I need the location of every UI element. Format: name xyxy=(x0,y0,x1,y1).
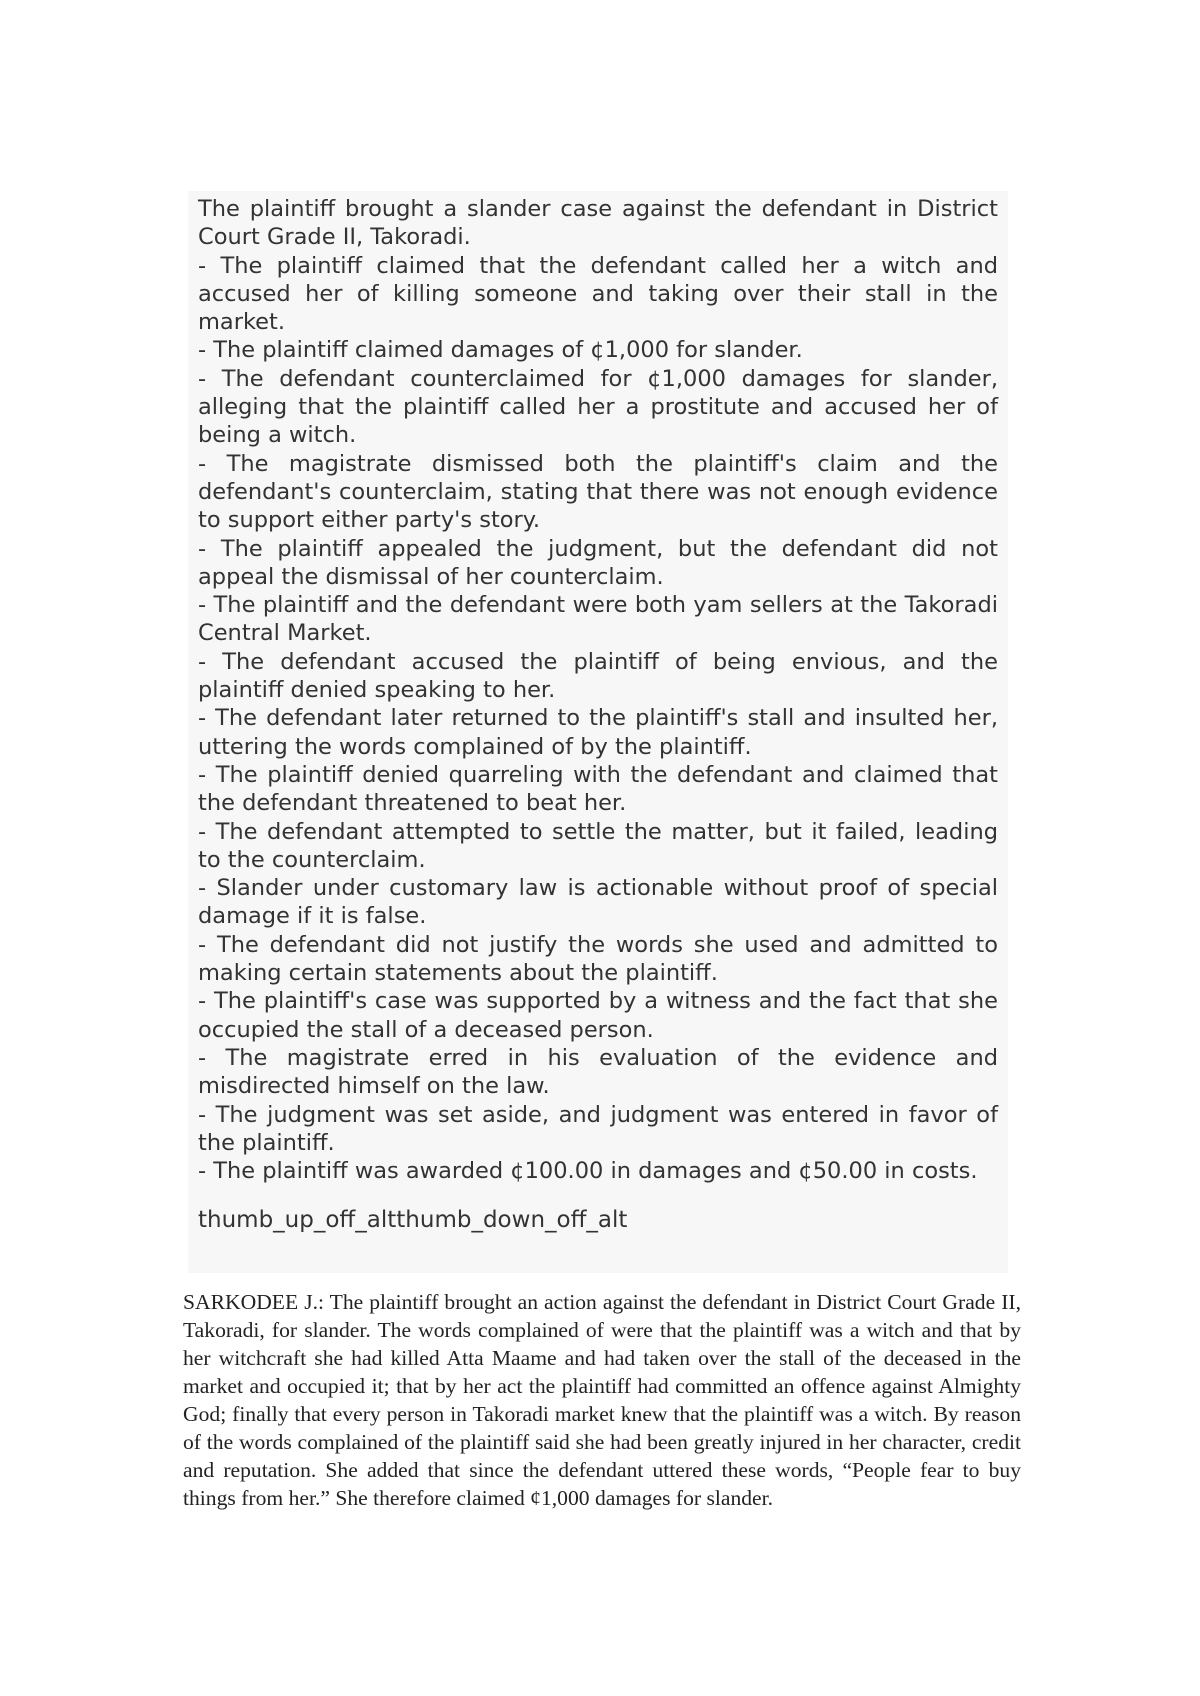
summary-line: - The defendant did not justify the words she used and admitted to making certain statements about the plaintiff. xyxy=(198,931,998,987)
summary-line: - The plaintiff claimed that the defendant called her a witch and accused her of killing someone and taking over their stall in the market. xyxy=(198,252,998,336)
case-summary-box xyxy=(188,191,1008,1273)
feedback-row xyxy=(198,1205,998,1235)
summary-line: - The magistrate erred in his evaluation of the evidence and misdirected himself on the law. xyxy=(198,1044,998,1100)
summary-line: - The defendant attempted to settle the matter, but it failed, leading to the counterclaim. xyxy=(198,818,998,873)
summary-line: - The plaintiff appealed the judgment, but the defendant did not appeal the dismissal of her counterclaim. xyxy=(198,535,998,590)
summary-line: - The plaintiff and the defendant were both yam sellers at the Takoradi Central Market. xyxy=(198,592,998,647)
summary-line: - The defendant later returned to the plaintiff's stall and insulted her, uttering the words complained of by the plaintiff. xyxy=(198,705,998,760)
summary-line: - The plaintiff denied quarreling with the defendant and claimed that the defendant threatened to beat her. xyxy=(198,761,998,817)
summary-line: - The defendant accused the plaintiff of being envious, and the plaintiff denied speaking to her. xyxy=(198,648,998,704)
thumb-down-icon[interactable]: thumb_down_off_alt xyxy=(396,1207,628,1234)
summary-line: - The plaintiff's case was supported by a witness and the fact that she occupied the stall of a deceased person. xyxy=(198,988,998,1043)
judgment-text: SARKODEE J.: The plaintiff brought an action against the defendant in District Court Grade II, Takoradi, for slander. The words complained of were that the plaintiff was a witch and that by her witchcraft she had killed Atta Maame and had taken over the stall of the deceased in the market and occupied it; that by her act the plaintiff had committed an offence against Almighty God; finally that every person in Takoradi market knew that the plaintiff was a witch. By reason of the words complained of the plaintiff said she had been greatly injured in her character, credit and reputation. She added that since the defendant uttered these words, “People fear to buy things from her.” She therefore claimed ¢1,000 damages for slander. xyxy=(183,1290,1021,1510)
summary-line: The plaintiff brought a slander case against the defendant in District Court Grade II, Takoradi. xyxy=(198,196,998,251)
summary-line: - The defendant counterclaimed for ¢1,000 damages for slander, alleging that the plaintiff called her a prostitute and accused her of being a witch. xyxy=(198,365,998,449)
summary-line: - Slander under customary law is actionable without proof of special damage if it is false. xyxy=(198,875,998,930)
case-summary-text xyxy=(198,195,998,1185)
summary-line: - The judgment was set aside, and judgment was entered in favor of the plaintiff. xyxy=(198,1101,998,1156)
thumb-up-icon[interactable]: thumb_up_off_alt xyxy=(198,1207,397,1234)
summary-line: - The magistrate dismissed both the plaintiff's claim and the defendant's counterclaim, stating that there was not enough evidence to support either party's story. xyxy=(198,450,998,534)
summary-line: - The plaintiff claimed damages of ¢1,000 for slander. xyxy=(198,337,803,364)
summary-line: - The plaintiff was awarded ¢100.00 in damages and ¢50.00 in costs. xyxy=(198,1158,978,1185)
